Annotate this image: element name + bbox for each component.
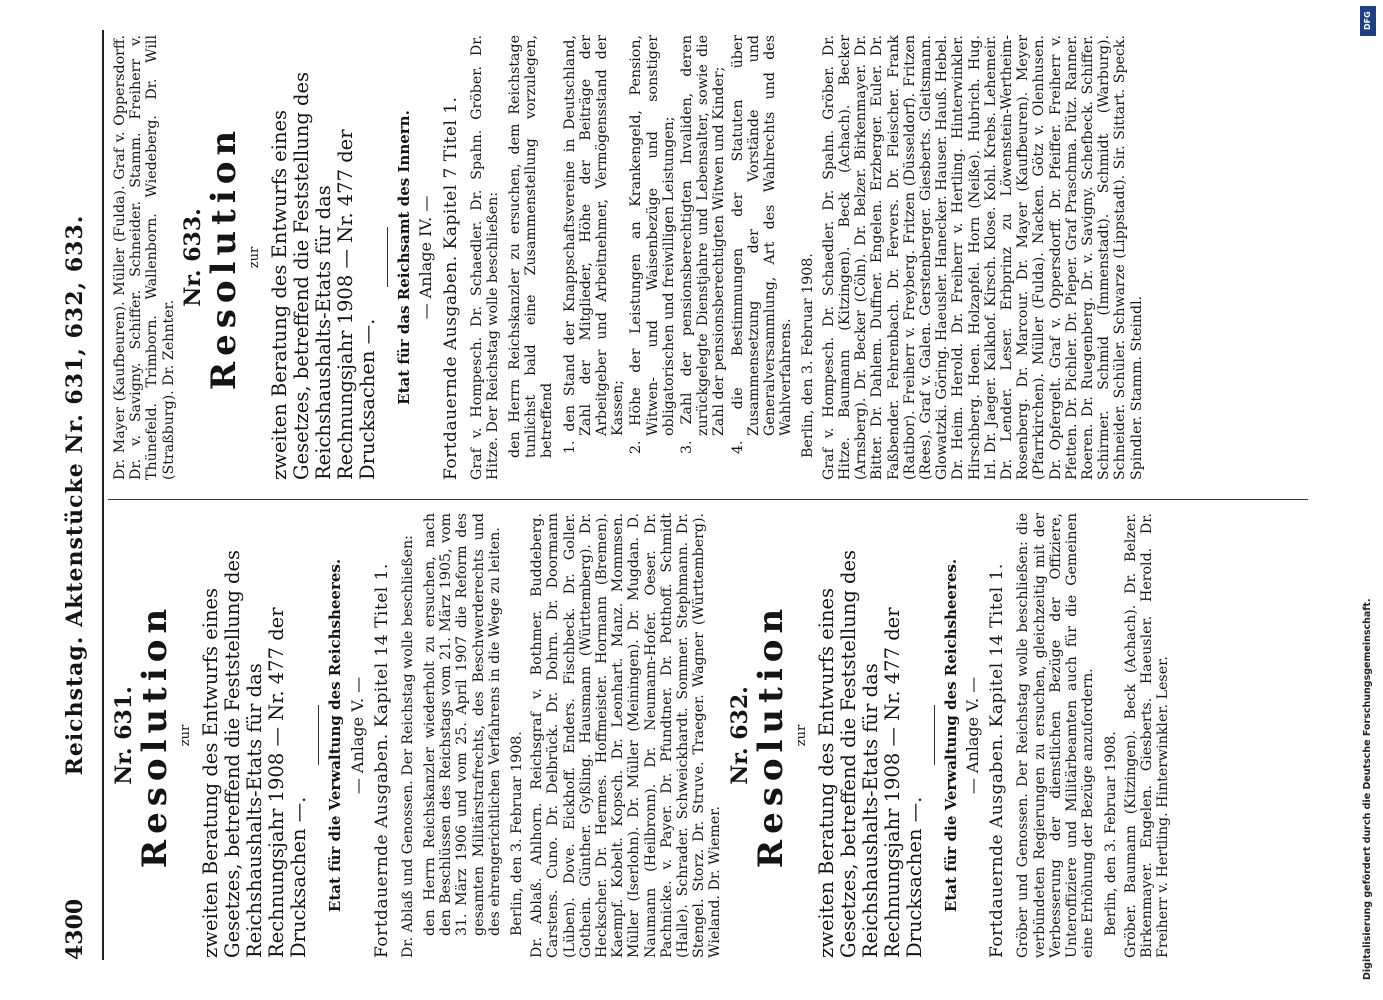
document-number: Nr. 631.	[111, 686, 137, 785]
continued-signatories: Dr. Mayer (Kaufbeuren). Müller (Fulda). Graf v. Oppersdorff. Dr. v. Savigny. Schiffer. Schneider. Stamm. Freiherr v. Thünefeld. Trimborn. Wallenborn. Wiedeberg. Dr. Will (Straßburg). Dr. Zehnter.	[112, 35, 177, 480]
motion-text: den Herrn Reichskanzler zu ersuchen, dem Reichstage tunlichst bald eine Zusammenstellung vorzulegen, betreffend	[507, 35, 556, 458]
date-line: Berlin, den 3. Februar 1908.	[800, 253, 817, 458]
anlage-label: — Anlage V. —	[347, 676, 367, 795]
page-number: 4300	[62, 898, 88, 960]
zur-label: zur	[247, 246, 263, 269]
etat-heading: Etat für das Reichsamt des Innern.	[395, 110, 414, 405]
motion-item: 4. die Bestimmungen der Statuten über Zusammensetzung der Vorstände und Generalversammlung, Art des Wahlrechts und des Wahlverfahrens.	[729, 35, 795, 454]
expenditure-line: Fortdauernde Ausgaben. Kapitel 14 Titel 1.	[371, 563, 392, 958]
anlage-label: — Anlage V. —	[963, 676, 983, 795]
expenditure-line: Fortdauernde Ausgaben. Kapitel 7 Titel 1.	[440, 96, 461, 480]
zur-label: zur	[178, 724, 194, 747]
document-631	[111, 513, 724, 958]
resolution-heading: Resolution	[135, 602, 176, 869]
dfg-logo: DFG	[1360, 6, 1376, 36]
date-line: Berlin, den 3. Februar 1908.	[509, 731, 526, 936]
motion-item: 1. den Stand der Knappschaftsvereine in Deutschland, Zahl der Mitglieder, Höhe der Beiträge der Arbeitgeber und Arbeitnehmer, Vermögensstand der Kassen;	[561, 35, 627, 454]
short-rule	[318, 706, 319, 766]
motion-text: Gröber und Genossen. Der Reichstag wolle beschließen: die verbündeten Regierungen zu ersuchen, gleichzeitig mit der Verbesserung der dienstlichen Bezüge der Offiziere, Unteroffiziere und Militärbeamten auch für die Gemeinen eine Erhöhung der Bezüge anzufordern.	[1015, 513, 1097, 958]
resolution-heading: Resolution	[204, 124, 245, 391]
zur-label: zur	[793, 724, 809, 747]
anlage-label: — Anlage IV. —	[416, 195, 436, 320]
motion-text: den Herrn Reichskanzler wiederholt zu ersuchen, nach den Beschlüssen des Reichstags vom 21. März 1905, vom 31. März 1906 und vom 25. April 1907 die Reform des gesamten Militärstrafrechts, des Beschwerderechts und des ehrengerichtlichen Verfahrens in die Wege zu leiten.	[422, 513, 503, 936]
signatories: Dr. Ablaß. Ahlhorn. Reichsgraf v. Bothmer. Buddeberg. Carstens. Cuno. Dr. Delbrück. Dr. Dohrn. Dr. Doormann (Lüben). Dove. Eickhoff. Enders. Fischbeck. Dr. Goller. Gothein. Günther. Gyßling. Hausmann (Württemberg). Dr. Heckscher. Dr. Hermes. Hoffmeister. Hormann (Bremen). Kaempf. Kobelt. Kopsch. Dr. Leonhart. Manz. Mommsen. Müller (Iserlohn). Dr. Müller (Meiningen). Dr. Mugdan. D. Naumann (Heilbronn). Dr. Neumann-Hofer. Oeser. Dr. Pachnicke. v. Payer. Dr. Pfundtner. Dr. Potthoff. Schmidt (Halle). Schrader. Schweickhardt. Sommer. Stephmann. Dr. Stengel. Storz. Dr. Struve. Traeger. Wagner (Württemberg). Wieland. Dr. Wiemer.	[529, 513, 724, 958]
motion-item: 3. Zahl der pensionsberechtigten Invaliden, deren zurückgelegte Dienstjahre und Lebensalter, sowie die Zahl der pensionsberechtigten Witwen und Kinder;	[679, 35, 728, 454]
motion-items	[562, 35, 795, 480]
resolution-heading: Resolution	[750, 602, 791, 869]
left-column	[112, 513, 1179, 958]
page-header	[62, 30, 102, 960]
subject-text: zweiten Beratung des Entwurfs eines Gesetzes, betreffend die Feststellung des Reichshaushalts-Etats für das Rechnungsjahr 1908 — Nr. 477 der Drucksachen —.	[268, 71, 380, 480]
signatories: Gröber. Baumann (Kitzingen). Beck (Achach). Dr. Belzer. Birkenmayer. Engelen. Giesberts. Haeusler. Herold. Dr. Freiherr v. Hertling. Hinterwinkler. Leser.	[1122, 513, 1172, 958]
etat-heading: Etat für die Verwaltung des Reichsheeres.	[942, 558, 961, 913]
signatories: Graf v. Hompesch. Dr. Schaedler. Dr. Spahn. Gröber. Dr. Hitze. Baumann (Kitzingen). Beck (Achach). Becker (Arnsberg). Dr. Becker (Cöln). Dr. Belzer. Birkenmayer. Dr. Bitter. Dr. Dahlem. Duffner. Engelen. Erzberger. Euler. Dr. Faßbender. Fehrenbach. Dr. Fervers. Dr. Fleischer. Frank (Ratibor). Freiherr v. Freyberg. Fritzen (Düsseldorf). Fritzen (Rees). Graf v. Galen. Gerstenberger. Giesberts. Gleitsmann. Glowatzki. Göring. Haeusler. Hanecker. Hauser. Hauß. Hebel. Dr. Heim. Herold. Dr. Freiherr v. Hertling. Hinterwinkler. Hirschberg. Hoen. Holzapfel. Horn (Neiße). Hubrich. Hug. Irl. Dr. Jaeger. Kalkhof. Kirsch. Klose. Kohl. Krebs. Lehemeir. Dr. Lender. Leser. Erbprinz zu Löwenstein-Wertheim-Rosenberg. Dr. Marcour. Dr. Mayer (Kaufbeuren). Meyer (Pfarrkirchen). Müller (Fulda). Nacken. Götz v. Olenhusen. Dr. Opfergelt. Graf v. Oppersdorff. Dr. Pfeiffer. Freiherr v. Pfetten. Dr. Pichler. Dr. Pieper. Graf Praschma. Pütz. Ranner. Roeren. Dr. Ruegenberg. Dr. v. Savigny. Schefbeck. Schiffer. Schirmer. Schmid (Immenstadt). Schmidt (Warburg). Schneider. Schüler. Schwarze (Lippstadt). Sir. Sittart. Speck. Spindler. Stamm. Steindl.	[820, 35, 1145, 480]
etat-heading: Etat für die Verwaltung des Reichsheeres.	[326, 558, 345, 913]
short-rule	[934, 706, 935, 766]
expenditure-line: Fortdauernde Ausgaben. Kapitel 14 Titel 1.	[987, 563, 1008, 958]
document-632	[726, 513, 1172, 958]
motion-intro: Graf v. Hompesch. Dr. Schaedler. Dr. Spahn. Gröber. Dr. Hitze. Der Reichstag wolle beschließen:	[468, 35, 501, 480]
funding-note: Digitalisierung gefördert durch die Deutsche Forschungsgemeinschaft.	[1362, 598, 1373, 980]
document-number: Nr. 633.	[179, 208, 206, 307]
motion-intro: Dr. Ablaß und Genossen. Der Reichstag wolle beschließen:	[399, 535, 416, 958]
short-rule	[387, 228, 388, 288]
header-rule	[102, 30, 104, 960]
document-633	[179, 35, 1145, 480]
subject-text: zweiten Beratung des Entwurfs eines Gesetzes, betreffend die Feststellung des Reichshaushalts-Etats für das Rechnungsjahr 1908 — Nr. 477 der Drucksachen —.	[199, 549, 311, 958]
date-line: Berlin, den 3. Februar 1908.	[1102, 731, 1119, 936]
running-title: Reichstag. Aktenstücke Nr. 631, 632, 633.	[62, 214, 88, 776]
column-divider	[108, 499, 1308, 500]
motion-item: 2. Höhe der Leistungen an Krankengeld, Pension, Witwen- und Waisenbezüge und sonstiger obligatorischen und freiwilligen Leistungen;	[628, 35, 677, 454]
subject-text: zweiten Beratung des Entwurfs eines Gesetzes, betreffend die Feststellung des Reichshaushalts-Etats für das Rechnungsjahr 1908 — Nr. 477 der Drucksachen —.	[815, 549, 927, 958]
document-number: Nr. 632.	[726, 686, 753, 785]
right-column	[112, 35, 1153, 480]
